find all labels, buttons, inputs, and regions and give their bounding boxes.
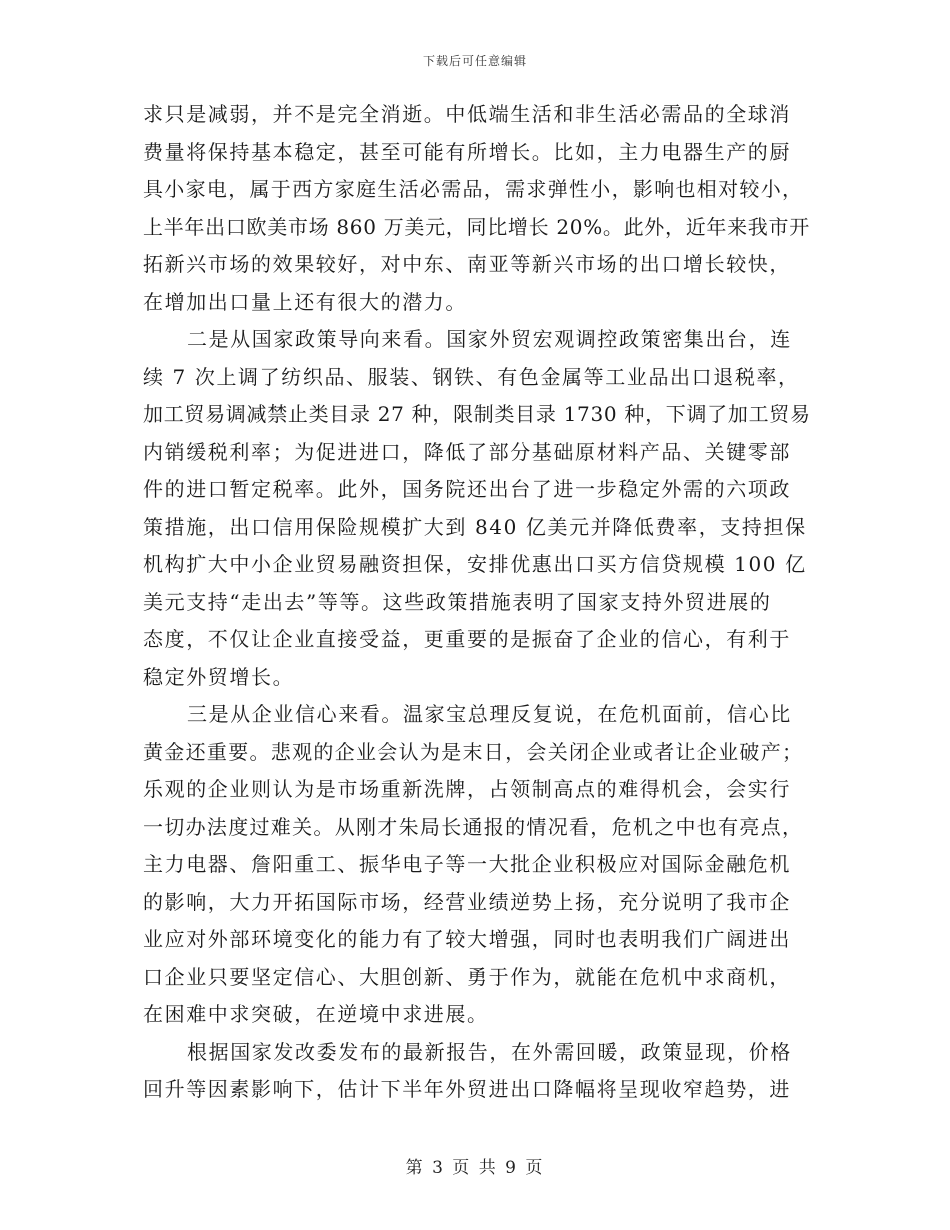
text-line: 回升等因素影响下，估计下半年外贸进出口降幅将呈现收窄趋势，进 <box>143 1077 791 1101</box>
text-line: 乐观的企业则认为是市场重新洗牌，占领制高点的难得机会，会实行 <box>143 777 791 801</box>
text-line: 主力电器、詹阳重工、振华电子等一大批企业积极应对国际金融危机 <box>143 852 791 876</box>
text-line: 续 7 次上调了纺织品、服装、钢铁、有色金属等工业品出口退税率， <box>143 364 800 389</box>
text-line: 求只是减弱，并不是完全消逝。中低端生活和非生活必需品的全球消 <box>143 102 791 126</box>
text-line: 业应对外部环境变化的能力有了较大增强，同时也表明我们广阔进出 <box>143 927 791 951</box>
text-line: 美元支持“走出去”等等。这些政策措施表明了国家支持外贸进展的 <box>143 589 772 614</box>
text-line: 拓新兴市场的效果较好，对中东、南亚等新兴市场的出口增长较快， <box>143 252 791 276</box>
page-number: 第 3 页 共 9 页 <box>405 1158 545 1178</box>
text-line: 三是从企业信心来看。温家宝总理反复说，在危机面前，信心比 <box>187 702 792 726</box>
text-line: 策措施，出口信用保险规模扩大到 840 亿美元并降低费率，支持担保 <box>143 514 807 539</box>
text-line: 具小家电，属于西方家庭生活必需品，需求弹性小，影响也相对较小， <box>143 177 804 201</box>
document-body <box>143 96 811 1109</box>
text-line: 口企业只要坚定信心、大胆创新、勇于作为，就能在危机中求商机， <box>143 964 791 989</box>
page-header: 下载后可任意编辑 <box>422 54 527 68</box>
text-line: 在增加出口量上还有很大的潜力。 <box>143 289 467 314</box>
text-line: 二是从国家政策导向来看。国家外贸宏观调控政策密集出台，连 <box>187 327 792 351</box>
text-line: 根据国家发改委发布的最新报告，在外需回暖，政策显现，价格 <box>187 1039 792 1064</box>
text-line: 机构扩大中小企业贸易融资担保，安排优惠出口买方信贷规模 100 亿 <box>143 552 807 576</box>
text-line: 黄金还重要。悲观的企业会认为是末日，会关闭企业或者让企业破产； <box>143 739 804 764</box>
text-line: 内销缓税利率；为促进进口，降低了部分基础原材料产品、关键零部 <box>143 439 791 464</box>
text-line: 态度，不仅让企业直接受益，更重要的是振奋了企业的信心，有利于 <box>143 627 791 651</box>
text-line: 费量将保持基本稳定，甚至可能有所增长。比如，主力电器生产的厨 <box>143 139 791 164</box>
text-line: 加工贸易调减禁止类目录 27 种，限制类目录 1730 种，下调了加工贸易 <box>143 402 811 426</box>
text-line: 稳定外贸增长。 <box>143 664 295 689</box>
paragraph <box>143 1034 811 1109</box>
text-line: 件的进口暂定税率。此外，国务院还出台了进一步稳定外需的六项政 <box>143 477 791 501</box>
paragraph <box>143 321 811 696</box>
paragraph <box>143 696 811 1034</box>
text-line: 一切办法度过难关。从刚才朱局长通报的情况看，危机之中也有亮点， <box>143 814 804 839</box>
text-line: 在困难中求突破，在逆境中求进展。 <box>143 1002 489 1026</box>
text-line: 的影响，大力开拓国际市场，经营业绩逆势上扬，充分说明了我市企 <box>143 889 791 914</box>
text-line: 上半年出口欧美市场 860 万美元，同比增长 20%。此外，近年来我市开 <box>143 214 810 239</box>
paragraph <box>143 96 811 321</box>
